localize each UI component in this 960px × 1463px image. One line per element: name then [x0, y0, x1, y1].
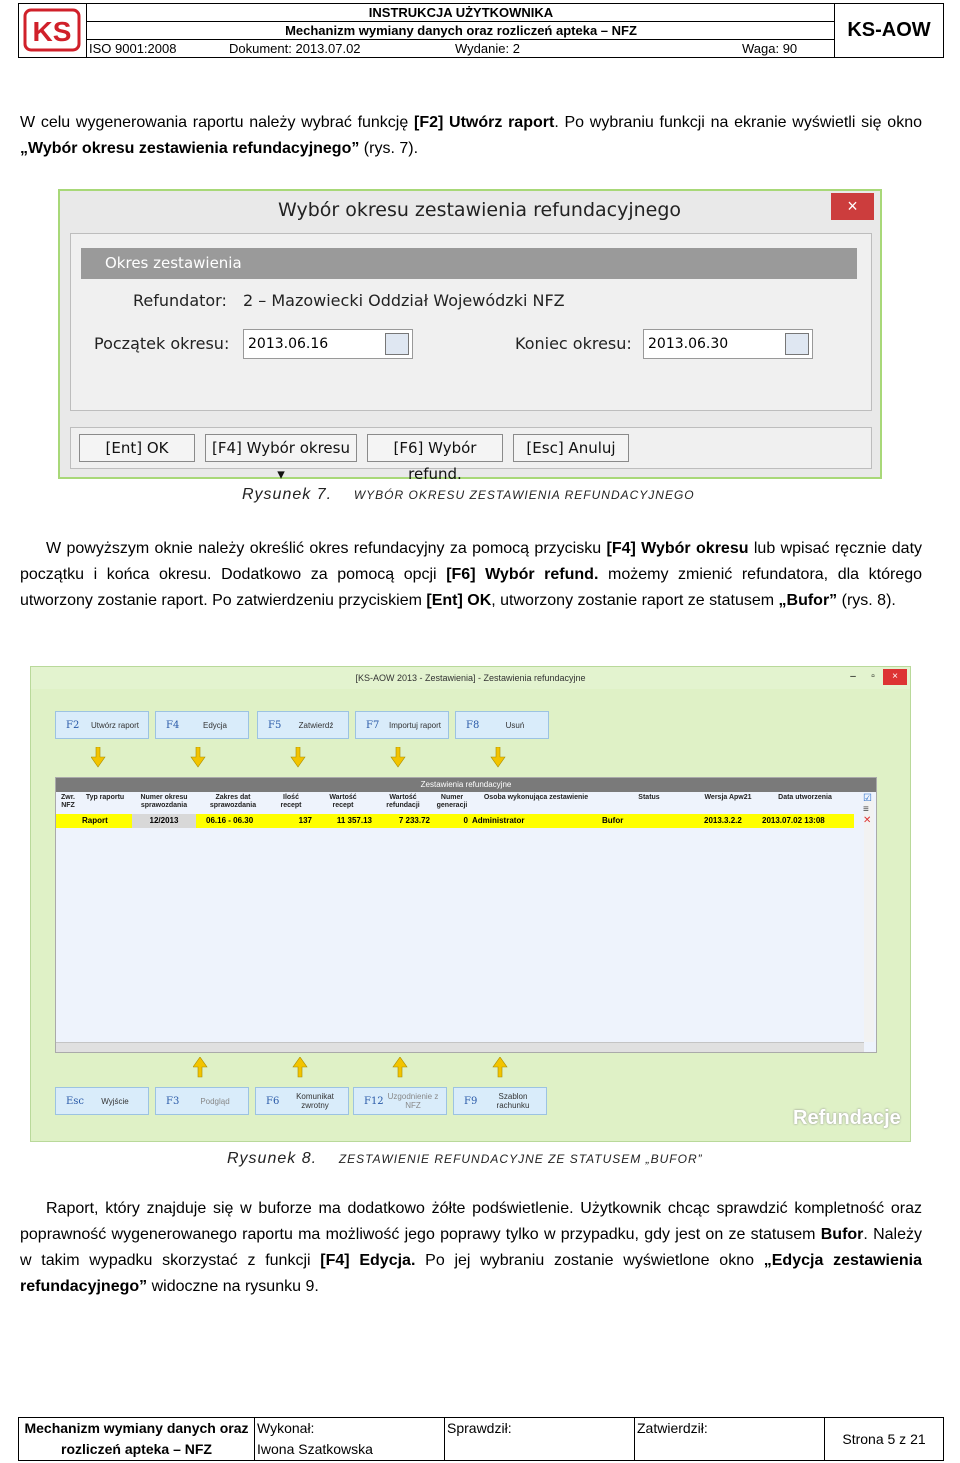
table-cell: 11 357.13 — [336, 816, 372, 825]
header-center — [87, 4, 835, 57]
refundacje-watermark: Refundacje — [793, 1107, 901, 1129]
column-header: Numer okresu sprawozdania — [140, 794, 188, 809]
product-code: KS-AOW — [847, 19, 931, 41]
start-date-input[interactable]: 2013.06.16 — [243, 329, 413, 359]
instruction-paragraph: W powyższym oknie należy określić okres refundacyjny za pomocą przycisku [F4] Wybór okresu lub wpisać ręcznie daty początku i końca okresu. Dodatkowo za pomocą opcji [F6] Wybór refund. możemy zmienić refundatora, dla którego utworzony zostanie raport. Po zatwierdzeniu przyciskiem [Ent] OK, utworzony zostanie raport ze statusem „Bufor” (rys. 8). — [20, 540, 923, 609]
end-date-input[interactable]: 2013.06.30 — [643, 329, 813, 359]
column-header: Osoba wykonująca zestawienie — [483, 794, 589, 801]
figure-7-caption: Rysunek 7. WYBÓR OKRESU ZESTAWIENIA REFUNDACYJNEGO — [242, 486, 695, 503]
uzgodnienie-key[interactable]: F12 Uzgodnienie z NFZ — [353, 1087, 447, 1115]
window-title: [KS-AOW 2013 - Zestawienia] - Zestawienia refundacyjne — [31, 667, 910, 689]
ok-button[interactable]: [Ent] OK — [79, 434, 195, 462]
edition-label: Wydanie: 2 — [455, 41, 520, 56]
footer-made-by: Wykonał: Iwona Szatkowska — [255, 1418, 445, 1460]
utworz-raport-key[interactable]: F2 Utwórz raport — [55, 711, 149, 739]
period-button[interactable]: [F4] Wybór okresu ▾ — [205, 434, 357, 462]
usun-key[interactable]: F8 Usuń — [455, 711, 549, 739]
page-header — [18, 3, 944, 58]
figure-8-caption: Rysunek 8. ZESTAWIENIE REFUNDACYJNE ZE STATUSEM „BUFOR” — [227, 1150, 703, 1167]
page-footer — [18, 1417, 944, 1461]
down-arrows — [91, 747, 511, 769]
table-cell: Raport — [82, 816, 108, 825]
vertical-scrollbar[interactable] — [864, 800, 874, 1042]
header-subtitle: Mechanizm wymiany danych oraz rozliczeń apteka – NFZ — [87, 22, 835, 40]
calendar-icon[interactable] — [785, 333, 809, 355]
table-cell: 137 — [298, 816, 312, 825]
column-header: Ilość recept — [280, 794, 302, 809]
maximize-icon[interactable]: ▫ — [871, 671, 875, 682]
cancel-button[interactable]: [Esc] Anuluj — [513, 434, 629, 462]
horizontal-scrollbar[interactable] — [56, 1042, 864, 1052]
document-label: Dokument: 2013.07.02 — [229, 41, 361, 56]
table-cell: Administrator — [472, 816, 525, 825]
closing-paragraph: Raport, który znajduje się w buforze ma dodatkowo żółte podświetlenie. Użytkownik chcąc sprawdzić kompletność oraz poprawność wygenerowanego raportu ma możliwość jego poprawy tylko w przypadku, gdy jest on ze statusem Bufor. Należy w takim wypadku skorzystać z funkcji [F4] Edycja. Po jej wybraniu zostanie wyświetlone okno „Edycja zestawienia refundacyjnego” widoczne na rysunku 9. — [20, 1200, 923, 1295]
dialog-button-bar — [70, 427, 872, 483]
zatwierdz-key[interactable]: F5 Zatwierdź — [257, 711, 349, 739]
company-logo — [19, 4, 87, 57]
side-toolbar — [863, 793, 879, 826]
footer-doc-name: Mechanizm wymiany danych oraz rozliczeń apteka – NFZ — [19, 1418, 255, 1460]
table-cell: 7 233.72 — [398, 816, 430, 825]
szablon-rachunku-key[interactable]: F9 Szablon rachunku — [453, 1087, 547, 1115]
period-dialog — [58, 189, 882, 483]
checklist-icon[interactable]: ☑ — [863, 793, 872, 804]
podglad-key[interactable]: F3 Podgląd — [155, 1087, 249, 1115]
page-number: Strona 5 z 21 — [842, 1431, 926, 1447]
minimize-icon[interactable]: – — [850, 671, 856, 682]
iso-label: ISO 9001:2008 — [89, 41, 177, 56]
footer-approved-by: Zatwierdził: — [635, 1418, 825, 1460]
statements-table — [55, 777, 877, 1053]
close-icon[interactable]: × — [883, 669, 907, 685]
footer-checked-by: Sprawdził: — [445, 1418, 635, 1460]
column-header: Zwr. NFZ — [60, 794, 75, 809]
column-header: Data utworzenia — [778, 794, 832, 801]
table-cell: 2013.3.2.2 — [704, 816, 742, 825]
weight-label: Waga: 90 — [742, 41, 798, 56]
dialog-title: Wybór okresu zestawienia refundacyjnego — [278, 199, 682, 221]
table-cell: 12/2013 — [132, 814, 196, 828]
column-header: Typ raportu — [85, 794, 125, 801]
table-cell: Bufor — [602, 816, 624, 825]
table-cell: 0 — [463, 816, 468, 825]
svg-text:KS: KS — [32, 16, 72, 47]
table-title: Zestawienia refundacyjne — [56, 778, 876, 792]
refundator-button[interactable]: [F6] Wybór refund. — [367, 434, 503, 462]
column-header: Numer generacji — [436, 794, 468, 809]
importuj-raport-key[interactable]: F7 Importuj raport — [355, 711, 449, 739]
header-meta — [87, 40, 835, 57]
up-arrows — [193, 1057, 513, 1079]
table-cell: 2013.07.02 13:08 — [762, 816, 825, 825]
column-header: Zakres dat sprawozdania — [209, 794, 257, 809]
list-icon[interactable]: ≡ — [863, 804, 869, 815]
header-title: INSTRUKCJA UŻYTKOWNIKA — [87, 4, 835, 22]
column-header: Status — [638, 794, 660, 801]
intro-paragraph: W celu wygenerowania raportu należy wybrać funkcję [F2] Utwórz raport. Po wybraniu funkcji na ekranie wyświetli się okno „Wybór okresu zestawienia refundacyjnego” (rys. 7). — [20, 114, 922, 157]
start-label: Początek okresu: — [94, 334, 230, 353]
komunikat-zwrotny-key[interactable]: F6 Komunikat zwrotny — [255, 1087, 349, 1115]
column-header: Wartość recept — [329, 794, 357, 809]
table-cell: 06.16 - 06.30 — [206, 816, 254, 825]
close-button[interactable]: × — [831, 193, 874, 220]
column-header: Wartość refundacji — [386, 794, 420, 809]
refundator-label: Refundator: — [133, 291, 227, 310]
calendar-icon[interactable] — [385, 333, 409, 355]
edycja-key[interactable]: F4 Edycja — [155, 711, 249, 739]
column-header: Wersja Apw21 — [704, 794, 752, 801]
end-label: Koniec okresu: — [515, 334, 632, 353]
delete-icon[interactable]: ✕ — [863, 815, 872, 826]
statements-window — [30, 666, 911, 1142]
group-header: Okres zestawienia — [81, 248, 857, 279]
table-row[interactable] — [56, 814, 854, 828]
period-group — [70, 233, 872, 411]
wyjscie-key[interactable]: Esc Wyjście — [55, 1087, 149, 1115]
refundator-value: 2 – Mazowiecki Oddział Wojewódzki NFZ — [243, 291, 565, 310]
